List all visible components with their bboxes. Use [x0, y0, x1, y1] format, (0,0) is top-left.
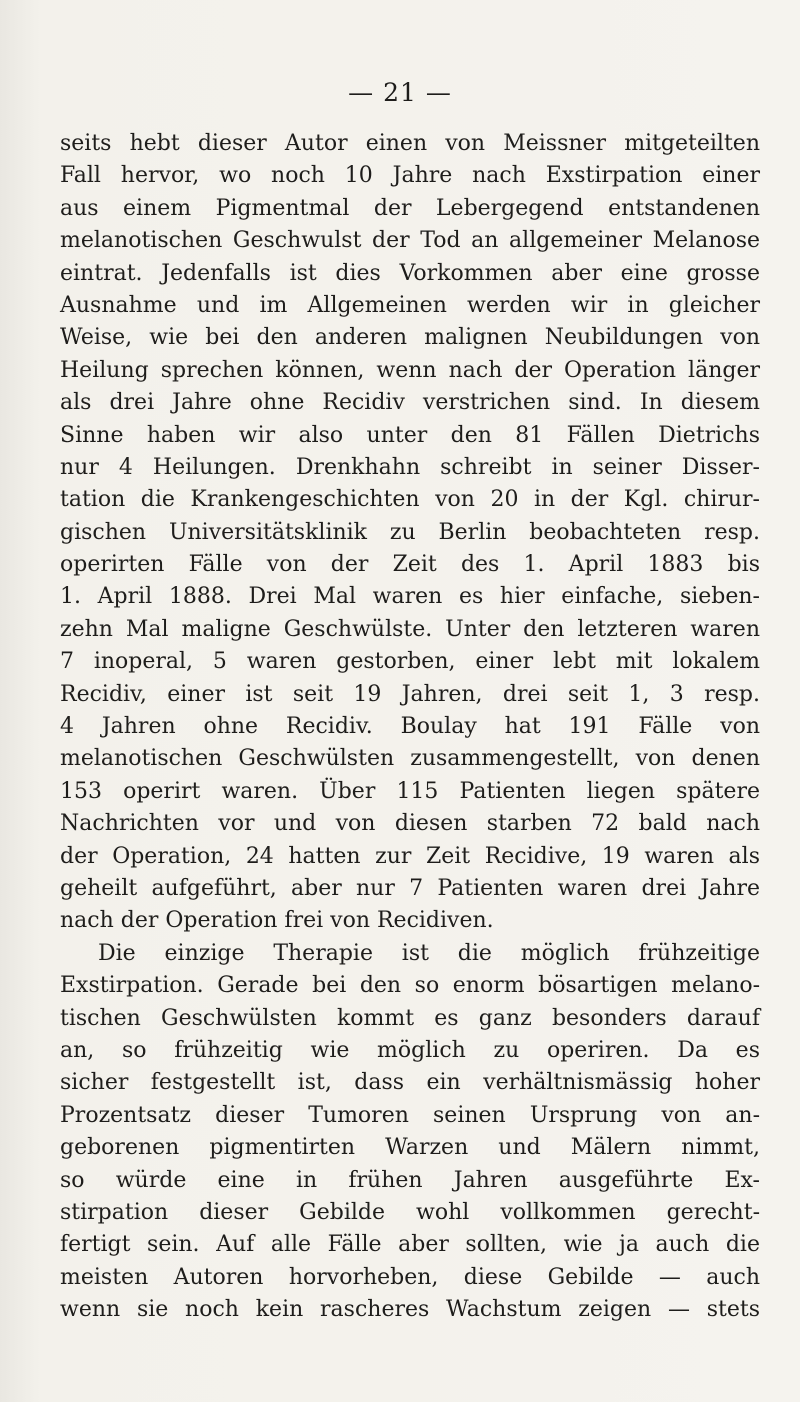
text-line: eintrat. Jedenfalls ist dies Vorkommen aber eine grosse: [60, 260, 760, 286]
text-line: Heilung sprechen können, wenn nach der Operation länger: [60, 357, 760, 383]
text-line: nach der Operation frei von Recidiven.: [60, 908, 494, 934]
text-line: Recidiv, einer ist seit 19 Jahren, drei seit 1, 3 resp.: [60, 681, 760, 707]
text-line: zehn Mal maligne Geschwülste. Unter den letzteren waren: [60, 616, 760, 642]
paragraph-2: [60, 938, 760, 1327]
text-line: 153 operirt waren. Über 115 Patienten liegen spätere: [60, 778, 760, 804]
text-line: der Operation, 24 hatten zur Zeit Recidive, 19 waren als: [60, 843, 760, 869]
text-line: 4 Jahren ohne Recidiv. Boulay hat 191 Fälle von: [60, 714, 760, 740]
text-line: seits hebt dieser Autor einen von Meissner mitgeteilten: [60, 131, 760, 156]
body-text: [60, 128, 760, 1326]
text-line: sicher festgestellt ist, dass ein verhältnismässig hoher: [60, 1070, 760, 1096]
text-line: Ausnahme und im Allgemeinen werden wir in gleicher: [60, 292, 760, 318]
text-line: melanotischen Geschwülsten zusammengestellt, von denen: [60, 746, 760, 772]
text-line: Weise, wie bei den anderen malignen Neubildungen von: [60, 325, 760, 351]
text-line: Die einzige Therapie ist die möglich frühzeitige: [98, 940, 760, 966]
text-line: Fall hervor, wo noch 10 Jahre nach Exstirpation einer: [60, 163, 760, 189]
text-line: wenn sie noch kein rascheres Wachstum zeigen — stets: [60, 1297, 760, 1323]
text-line: meisten Autoren horvorheben, diese Gebilde — auch: [60, 1264, 760, 1290]
text-line: Nachrichten vor und von diesen starben 72 bald nach: [60, 811, 760, 837]
text-line: Exstirpation. Gerade bei den so enorm bösartigen melano-: [60, 973, 760, 999]
text-line: aus einem Pigmentmal der Lebergegend entstandenen: [60, 195, 760, 221]
text-line: 7 inoperal, 5 waren gestorben, einer lebt mit lokalem: [60, 649, 760, 675]
text-line: fertigt sein. Auf alle Fälle aber sollten, wie ja auch die: [60, 1232, 760, 1258]
text-line: nur 4 Heilungen. Drenkhahn schreibt in seiner Disser-: [60, 454, 760, 480]
text-line: melanotischen Geschwulst der Tod an allgemeiner Melanose: [60, 228, 760, 254]
text-line: gischen Universitätsklinik zu Berlin beobachteten resp.: [60, 519, 760, 545]
page-number: — 21 —: [348, 78, 452, 107]
text-line: tischen Geschwülsten kommt es ganz besonders darauf: [60, 1005, 760, 1031]
text-line: geborenen pigmentirten Warzen und Mälern nimmt,: [60, 1135, 760, 1161]
text-line: tation die Krankengeschichten von 20 in der Kgl. chirur-: [60, 487, 760, 513]
text-line: stirpation dieser Gebilde wohl vollkommen gerecht-: [60, 1199, 760, 1225]
text-line: als drei Jahre ohne Recidiv verstrichen sind. In diesem: [60, 390, 760, 416]
text-line: an, so frühzeitig wie möglich zu operiren. Da es: [60, 1037, 760, 1063]
text-line: operirten Fälle von der Zeit des 1. April 1883 bis: [60, 552, 760, 578]
text-line: 1. April 1888. Drei Mal waren es hier einfache, sieben-: [60, 584, 760, 610]
paragraph-1: [60, 128, 760, 938]
text-line: geheilt aufgeführt, aber nur 7 Patienten waren drei Jahre: [60, 875, 760, 901]
text-line: Sinne haben wir also unter den 81 Fällen Dietrichs: [60, 422, 760, 448]
text-line: Prozentsatz dieser Tumoren seinen Ursprung von an-: [60, 1102, 760, 1128]
text-line: so würde eine in frühen Jahren ausgeführte Ex-: [60, 1167, 760, 1193]
